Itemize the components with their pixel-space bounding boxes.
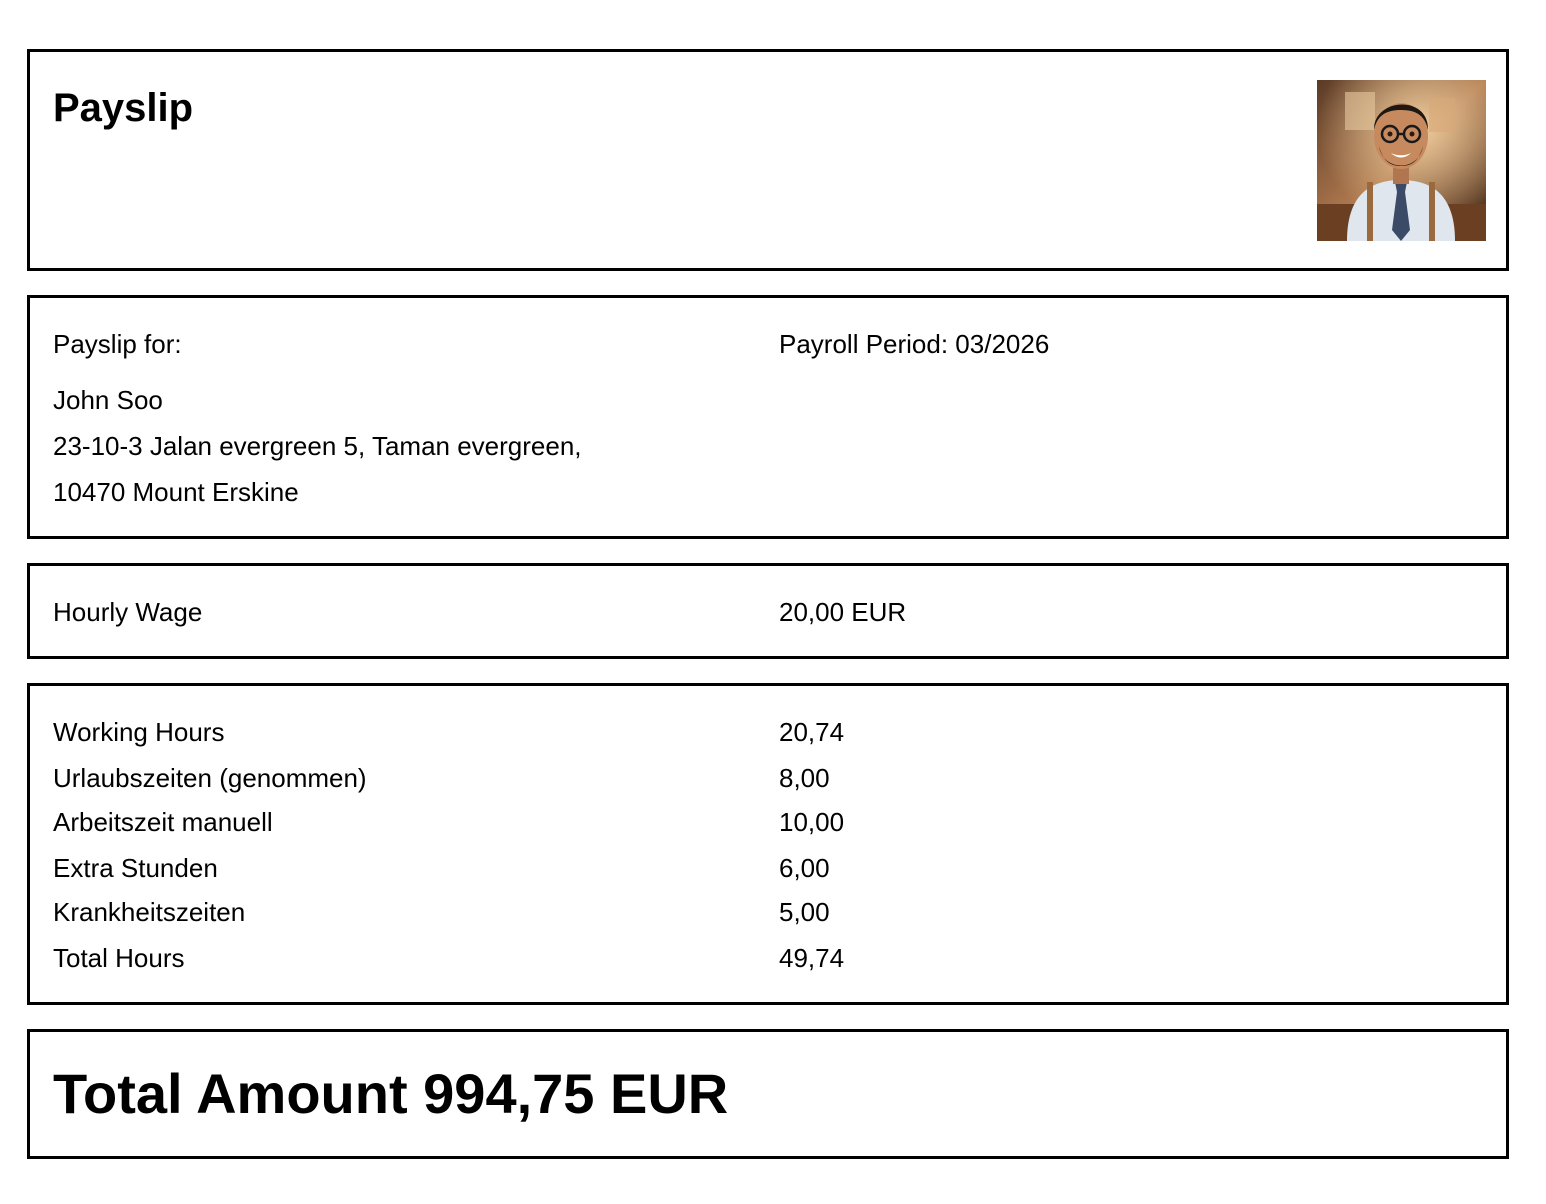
- hours-row-label: Arbeitszeit manuell: [53, 807, 273, 837]
- page-title: Payslip: [53, 86, 194, 130]
- hours-row-value: 5,00: [779, 897, 830, 927]
- hourly-wage-label: Hourly Wage: [53, 597, 203, 627]
- hours-row-label: Extra Stunden: [53, 853, 218, 883]
- total-hours-label: Total Hours: [53, 943, 185, 973]
- employee-avatar: [1317, 80, 1486, 241]
- hours-row-label: Urlaubszeiten (genommen): [53, 763, 367, 793]
- hours-row-label: Working Hours: [53, 717, 225, 747]
- header-section: [27, 49, 1509, 271]
- hours-row-value: 8,00: [779, 763, 830, 793]
- employee-name: John Soo: [53, 385, 163, 415]
- wage-section: [27, 563, 1509, 659]
- employee-address-line1: 23-10-3 Jalan evergreen 5, Taman evergreen,: [53, 431, 582, 461]
- hours-row-value: 20,74: [779, 717, 845, 747]
- payroll-period: Payroll Period: 03/2026: [779, 329, 1050, 359]
- employee-section: [27, 295, 1509, 539]
- total-hours-value: 49,74: [779, 943, 845, 973]
- hours-row-label: Krankheitszeiten: [53, 897, 246, 927]
- total-amount: Total Amount 994,75 EUR: [53, 1062, 729, 1125]
- total-section: [27, 1029, 1509, 1159]
- hourly-wage-value: 20,00 EUR: [779, 597, 907, 627]
- hours-section: [27, 683, 1509, 1005]
- payslip-for-label: Payslip for:: [53, 329, 182, 359]
- hours-row-value: 6,00: [779, 853, 830, 883]
- hours-row-value: 10,00: [779, 807, 845, 837]
- employee-address-line2: 10470 Mount Erskine: [53, 477, 299, 507]
